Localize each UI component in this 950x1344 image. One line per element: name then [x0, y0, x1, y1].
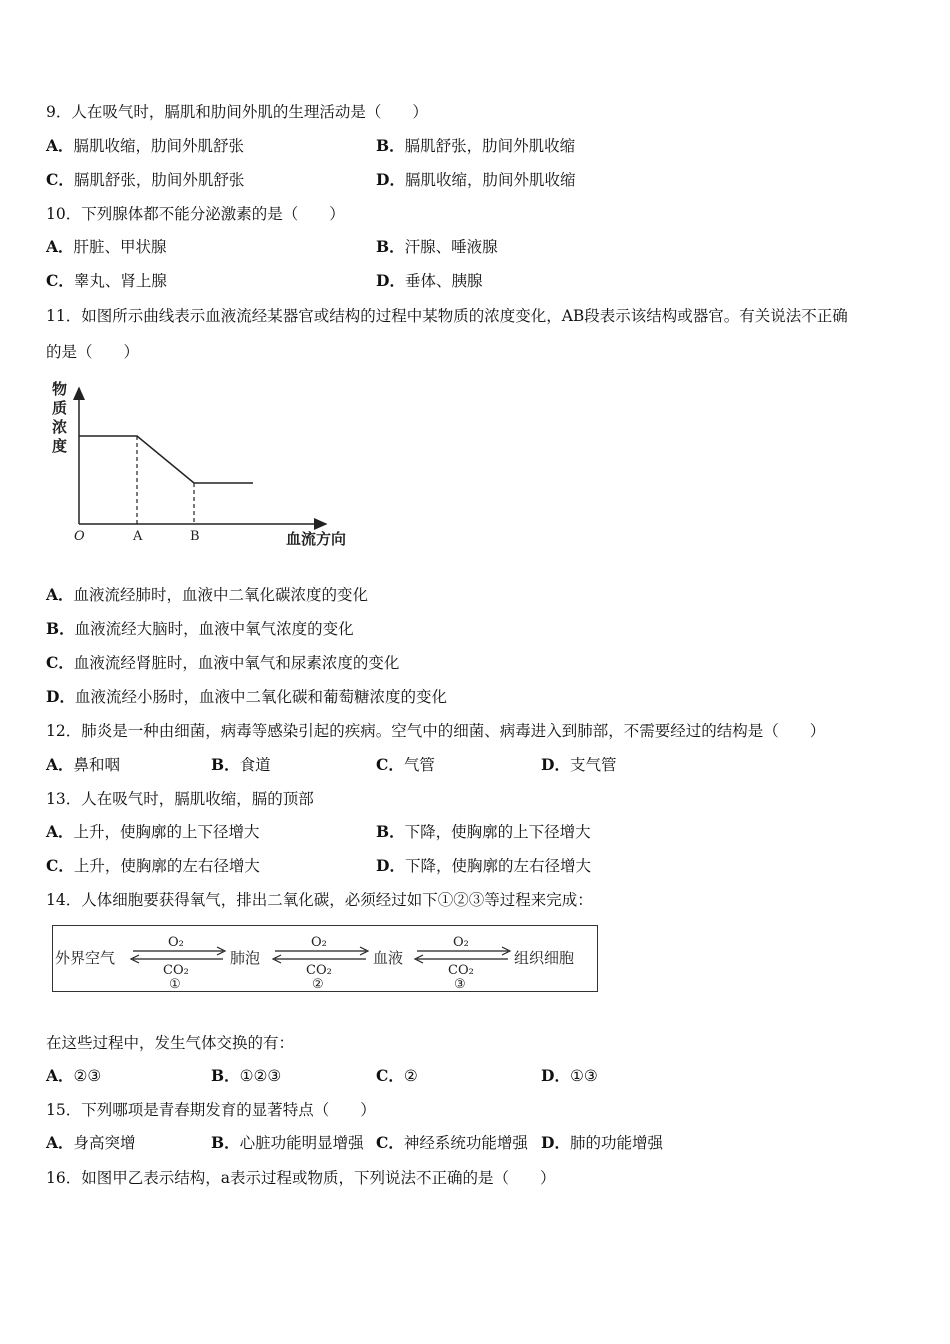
option-text: 膈肌舒张，肋间外肌舒张: [73, 171, 245, 189]
q11-stem-line1: 11．如图所示曲线表示血液流经某器官或结构的过程中某物质的浓度变化，AB段表示该结构或器官。有关说法不正确: [46, 307, 848, 325]
option-text: 肝脏、甲状腺: [73, 238, 167, 256]
y-label-char: 浓: [52, 418, 68, 436]
q10-option-c[interactable]: [46, 271, 167, 291]
y-label-char: 物: [52, 380, 68, 398]
option-label: B．: [211, 1066, 240, 1085]
option-text: 心脏功能明显增强: [239, 1134, 364, 1152]
q14-option-d[interactable]: [541, 1066, 598, 1086]
concentration-curve: [79, 436, 253, 483]
q11-option-c[interactable]: [46, 653, 399, 673]
option-label: A．: [46, 237, 74, 256]
option-label: A．: [46, 136, 74, 155]
option-text: 上升，使胸廓的左右径增大: [73, 857, 260, 875]
flow-step-3: ③: [454, 977, 466, 992]
option-label: B．: [46, 619, 75, 638]
option-text: 睾丸、肾上腺: [73, 272, 167, 290]
q14-option-c[interactable]: [376, 1066, 418, 1086]
option-text: ①②③: [239, 1067, 282, 1085]
q13-option-d[interactable]: [376, 856, 591, 876]
q14-after-text: 在这些过程中，发生气体交换的有：: [46, 1034, 295, 1052]
q13-option-b[interactable]: [376, 822, 591, 842]
option-label: A．: [46, 1066, 74, 1085]
q10-stem: 10．下列腺体都不能分泌激素的是（ ）: [46, 205, 345, 223]
q12-option-d[interactable]: [541, 755, 616, 775]
q15-option-b[interactable]: [211, 1133, 364, 1153]
q12-stem: 12．肺炎是一种由细菌，病毒等感染引起的疾病。空气中的细菌、病毒进入到肺部，不需要经过的结构是（ ）: [46, 722, 826, 740]
q11-option-a[interactable]: [46, 585, 368, 605]
flow-co2-3: CO₂: [448, 963, 474, 978]
q10-option-a[interactable]: [46, 237, 167, 257]
q16-stem: 16．如图甲乙表示结构，a表示过程或物质，下列说法不正确的是（ ）: [46, 1169, 556, 1187]
option-label: D．: [376, 271, 405, 290]
point-b-label: B: [190, 529, 200, 544]
option-text: 食道: [239, 756, 271, 774]
q12-option-b[interactable]: [211, 755, 271, 775]
y-axis-label: [52, 380, 67, 455]
option-label: B．: [376, 237, 405, 256]
option-text: 支气管: [569, 756, 617, 774]
q13-option-a[interactable]: [46, 822, 260, 842]
option-label: B．: [376, 822, 405, 841]
flow-o2-2: O₂: [311, 935, 327, 950]
q12-option-c[interactable]: [376, 755, 435, 775]
option-label: C．: [376, 755, 404, 774]
option-label: A．: [46, 822, 74, 841]
q15-option-d[interactable]: [541, 1133, 663, 1153]
q9-option-c[interactable]: [46, 170, 244, 190]
flow-node-outside-air: 外界空气: [55, 949, 116, 967]
option-label: D．: [46, 687, 75, 706]
q9-option-b[interactable]: [376, 136, 575, 156]
flow-node-blood: 血液: [373, 949, 404, 967]
point-a-label: A: [133, 529, 143, 544]
origin-label: O: [74, 529, 85, 544]
gas-exchange-flow-diagram: [52, 925, 598, 992]
option-text: 下降，使胸廓的左右径增大: [404, 857, 591, 875]
flow-co2-2: CO₂: [306, 963, 332, 978]
option-label: C．: [376, 1066, 404, 1085]
option-text: 气管: [403, 756, 435, 774]
q15-option-a[interactable]: [46, 1133, 136, 1153]
option-text: 血液流经大脑时，血液中氧气浓度的变化: [74, 620, 354, 638]
option-text: 膈肌收缩，肋间外肌收缩: [404, 171, 576, 189]
q9-option-d[interactable]: [376, 170, 575, 190]
q15-stem: 15．下列哪项是青春期发育的显著特点（ ）: [46, 1101, 376, 1119]
option-label: D．: [376, 170, 405, 189]
option-label: C．: [46, 653, 74, 672]
q10-option-b[interactable]: [376, 237, 498, 257]
option-label: C．: [46, 170, 74, 189]
flow-node-tissue-cells: 组织细胞: [514, 949, 575, 967]
option-label: D．: [541, 1066, 570, 1085]
q14-option-a[interactable]: [46, 1066, 101, 1086]
option-text: 汗腺、唾液腺: [404, 238, 498, 256]
option-text: 血液流经肺时，血液中二氧化碳浓度的变化: [73, 586, 369, 604]
x-axis-label: 血流方向: [286, 530, 347, 548]
option-text: 上升，使胸廓的上下径增大: [73, 823, 260, 841]
option-label: B．: [211, 755, 240, 774]
option-label: D．: [541, 755, 570, 774]
q9-stem: 9．人在吸气时，膈肌和肋间外肌的生理活动是（ ）: [46, 103, 428, 121]
option-text: 血液流经肾脏时，血液中氧气和尿素浓度的变化: [73, 654, 400, 672]
option-label: A．: [46, 755, 74, 774]
option-text: 膈肌舒张，肋间外肌收缩: [404, 137, 576, 155]
q14-option-b[interactable]: [211, 1066, 281, 1086]
flow-node-alveoli: 肺泡: [230, 949, 261, 967]
flow-svg: [53, 926, 599, 993]
option-label: D．: [541, 1133, 570, 1152]
option-text: 膈肌收缩，肋间外肌舒张: [73, 137, 245, 155]
flow-co2-1: CO₂: [163, 963, 189, 978]
flow-step-1: ①: [169, 977, 181, 992]
option-text: 鼻和咽: [73, 756, 121, 774]
option-label: D．: [376, 856, 405, 875]
flow-o2-3: O₂: [453, 935, 469, 950]
q9-option-a[interactable]: [46, 136, 244, 156]
option-text: ②③: [73, 1067, 102, 1085]
option-text: 垂体、胰腺: [404, 272, 483, 290]
q11-stem-line2: 的是（ ）: [46, 343, 140, 361]
q13-option-c[interactable]: [46, 856, 260, 876]
y-label-char: 度: [52, 437, 68, 455]
q11-option-d[interactable]: [46, 687, 447, 707]
option-label: B．: [376, 136, 405, 155]
option-text: ①③: [569, 1067, 598, 1085]
option-label: B．: [211, 1133, 240, 1152]
option-label: A．: [46, 585, 74, 604]
q13-stem: 13．人在吸气时，膈肌收缩，膈的顶部: [46, 790, 314, 808]
option-label: C．: [46, 856, 74, 875]
option-label: A．: [46, 1133, 74, 1152]
q12-option-a[interactable]: [46, 755, 120, 775]
flow-step-2: ②: [312, 977, 324, 992]
q14-stem: 14．人体细胞要获得氧气，排出二氧化碳，必须经过如下①②③等过程来完成：: [46, 891, 593, 909]
option-text: 下降，使胸廓的上下径增大: [404, 823, 591, 841]
flow-o2-1: O₂: [168, 935, 184, 950]
q11-option-b[interactable]: [46, 619, 354, 639]
y-label-char: 质: [52, 399, 68, 417]
option-text: 血液流经小肠时，血液中二氧化碳和葡萄糖浓度的变化: [74, 688, 447, 706]
option-text: ②: [403, 1067, 418, 1085]
option-label: C．: [376, 1133, 404, 1152]
q10-option-d[interactable]: [376, 271, 482, 291]
option-text: 神经系统功能增强: [403, 1134, 528, 1152]
option-text: 肺的功能增强: [569, 1134, 663, 1152]
option-text: 身高突增: [73, 1134, 136, 1152]
q15-option-c[interactable]: [376, 1133, 528, 1153]
option-label: C．: [46, 271, 74, 290]
concentration-graph: [46, 372, 376, 557]
